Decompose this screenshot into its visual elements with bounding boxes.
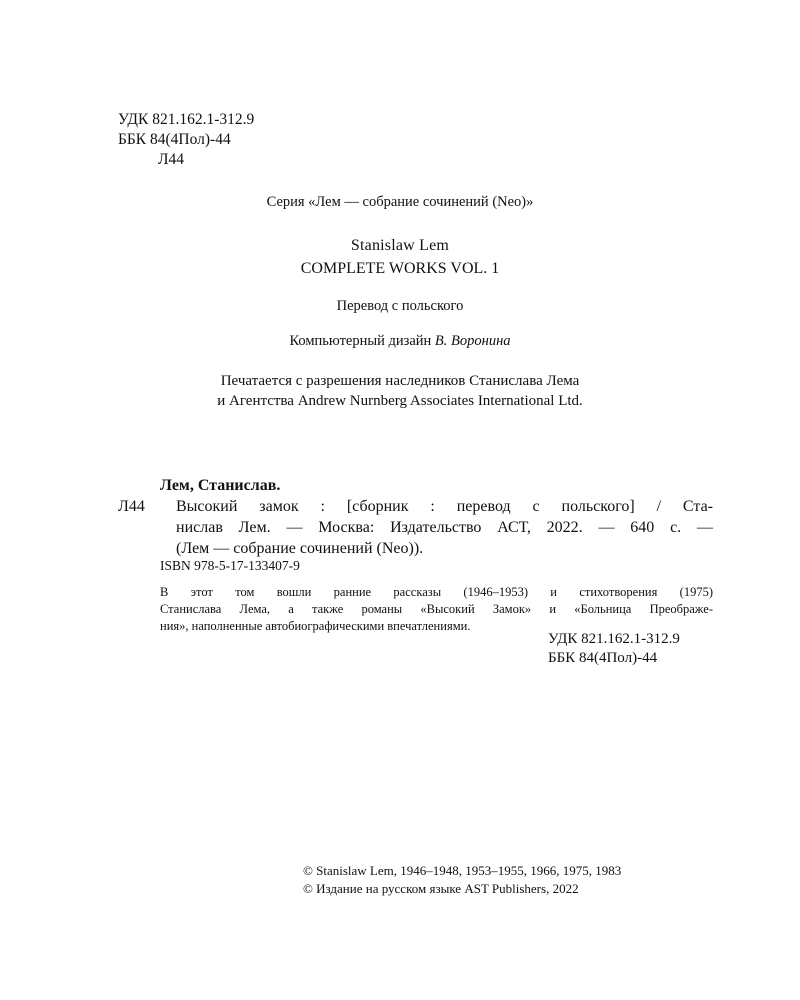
designer-name: В. Воронина — [434, 333, 511, 349]
index-udk: УДК 821.162.1-312.9 — [548, 631, 680, 647]
bbk-code: ББК 84(4Пол)-44 — [118, 131, 231, 148]
record-line-2: нислав Лем. — Москва: Издательство АСТ, 2022. — 640 с. — — [176, 519, 713, 536]
original-author: Stanislaw Lem — [350, 237, 450, 254]
annotation-line-3: ния», наполненные автобиографическими впечатлениями. — [160, 619, 471, 633]
copyright-line-1: © Stanislaw Lem, 1946–1948, 1953–1955, 1966, 1975, 1983 — [303, 863, 622, 878]
copyright-block — [303, 862, 621, 898]
permission-line-1: Печатается с разрешения наследников Станислава Лема — [220, 373, 580, 389]
author-cipher: Л44 — [158, 151, 185, 168]
annotation-line-2: Станислава Лема, а также романы «Высокий Замок» и «Больница Преображе- — [160, 602, 713, 616]
record-first-row — [118, 496, 713, 517]
copyright-line-2: © Издание на русском языке AST Publishers, 2022 — [303, 881, 579, 896]
bibliographic-record — [118, 475, 713, 559]
classification-block — [118, 110, 254, 170]
permission-line-2: и Агентства Andrew Nurnberg Associates International Ltd. — [217, 393, 583, 409]
annotation — [160, 584, 713, 635]
design-label: Компьютерный дизайн — [289, 333, 432, 349]
record-line-1: Высокий замок : [сборник : перевод с польского] / Ста- — [176, 498, 713, 515]
index-codes — [548, 630, 680, 668]
series-title: Серия «Лем — собрание сочинений (Neo)» — [266, 194, 534, 210]
translation-note: Перевод с польского — [336, 298, 464, 314]
permission-note — [0, 371, 800, 411]
annotation-line-1: В этот том вошли ранние рассказы (1946–1953) и стихотворения (1975) — [160, 585, 713, 599]
record-line-3: (Лем — собрание сочинений (Neo)). — [176, 540, 424, 557]
isbn: ISBN 978-5-17-133407-9 — [160, 558, 300, 573]
design-credit — [0, 333, 800, 350]
record-cipher: Л44 — [118, 498, 145, 515]
index-bbk: ББК 84(4Пол)-44 — [548, 650, 658, 666]
original-title: COMPLETE WORKS VOL. 1 — [300, 260, 500, 277]
record-author: Лем, Станислав. — [160, 477, 281, 494]
udk-code: УДК 821.162.1-312.9 — [118, 111, 255, 128]
